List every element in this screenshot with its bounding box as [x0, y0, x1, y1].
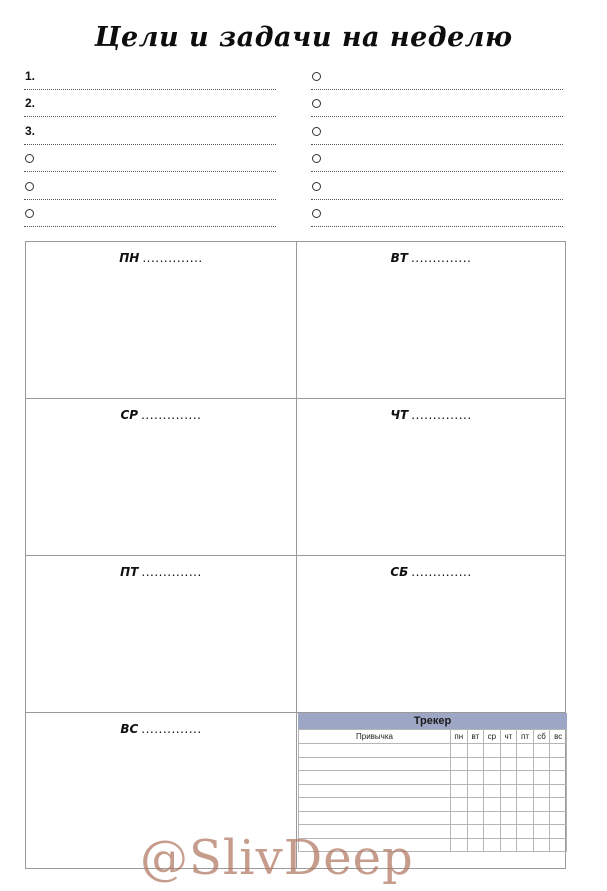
- tracker-day-header: сб: [533, 730, 550, 744]
- check-cell[interactable]: [500, 838, 517, 852]
- bullet-circle-icon: [312, 209, 321, 218]
- check-cell[interactable]: [467, 757, 484, 771]
- table-row: [299, 757, 567, 771]
- day-name: ПН: [119, 251, 140, 265]
- day-name: ПТ: [120, 565, 139, 579]
- check-cell[interactable]: [550, 757, 567, 771]
- check-cell[interactable]: [484, 771, 501, 785]
- habit-cell[interactable]: [299, 784, 451, 798]
- date-placeholder: ..............: [141, 722, 202, 736]
- check-cell[interactable]: [484, 811, 501, 825]
- tracker-day-header: пн: [451, 730, 468, 744]
- habit-cell[interactable]: [299, 798, 451, 812]
- tracker-day-header: ср: [484, 730, 501, 744]
- goal-line[interactable]: [24, 90, 276, 118]
- day-cell-saturday[interactable]: [297, 556, 565, 713]
- check-cell[interactable]: [500, 825, 517, 839]
- habit-cell[interactable]: [299, 744, 451, 758]
- bullet-circle-icon: [25, 154, 34, 163]
- check-cell[interactable]: [550, 784, 567, 798]
- table-row: [299, 744, 567, 758]
- bullet-circle-icon: [312, 72, 321, 81]
- day-cell-wednesday[interactable]: [26, 399, 297, 556]
- table-row: [299, 771, 567, 785]
- date-placeholder: ..............: [141, 565, 202, 579]
- check-cell[interactable]: [484, 838, 501, 852]
- goals-list-right: [311, 62, 563, 227]
- check-cell[interactable]: [451, 838, 468, 852]
- check-cell[interactable]: [467, 825, 484, 839]
- goal-line[interactable]: [311, 145, 563, 173]
- bullet-circle-icon: [25, 209, 34, 218]
- tracker-day-header: чт: [500, 730, 517, 744]
- check-cell[interactable]: [451, 825, 468, 839]
- day-heading: [297, 408, 565, 422]
- check-cell[interactable]: [533, 798, 550, 812]
- check-cell[interactable]: [500, 798, 517, 812]
- check-cell[interactable]: [467, 838, 484, 852]
- habit-cell[interactable]: [299, 811, 451, 825]
- check-cell[interactable]: [467, 784, 484, 798]
- bullet-circle-icon: [312, 99, 321, 108]
- tracker-day-header: пт: [517, 730, 534, 744]
- goal-number: 2.: [25, 96, 36, 110]
- goal-number: 3.: [25, 123, 36, 138]
- day-name: СБ: [390, 565, 409, 579]
- goal-line[interactable]: [311, 200, 563, 228]
- check-cell[interactable]: [484, 798, 501, 812]
- goal-line[interactable]: [311, 62, 563, 90]
- check-cell[interactable]: [533, 825, 550, 839]
- habit-cell[interactable]: [299, 757, 451, 771]
- check-cell[interactable]: [484, 825, 501, 839]
- check-cell[interactable]: [533, 838, 550, 852]
- day-name: ВС: [120, 722, 139, 736]
- check-cell[interactable]: [500, 757, 517, 771]
- bullet-circle-icon: [312, 182, 321, 191]
- day-heading: [26, 565, 296, 579]
- check-cell[interactable]: [533, 784, 550, 798]
- date-placeholder: ..............: [410, 251, 472, 265]
- check-cell[interactable]: [451, 784, 468, 798]
- check-cell[interactable]: [451, 771, 468, 785]
- day-heading: [26, 251, 296, 265]
- day-heading: [26, 722, 296, 736]
- check-cell[interactable]: [533, 757, 550, 771]
- table-row: [299, 784, 567, 798]
- check-cell[interactable]: [550, 744, 567, 758]
- goal-line[interactable]: [311, 172, 563, 200]
- check-cell[interactable]: [533, 771, 550, 785]
- check-cell[interactable]: [517, 811, 534, 825]
- tracker-header-row: [299, 730, 567, 744]
- check-cell[interactable]: [467, 744, 484, 758]
- habit-cell[interactable]: [299, 771, 451, 785]
- bullet-circle-icon: [312, 154, 321, 163]
- goal-line[interactable]: [24, 172, 276, 200]
- goals-list-left: [24, 62, 276, 227]
- tracker-day-header: вс: [550, 730, 567, 744]
- check-cell[interactable]: [500, 771, 517, 785]
- check-cell[interactable]: [517, 798, 534, 812]
- check-cell[interactable]: [533, 811, 550, 825]
- day-heading: [297, 251, 565, 265]
- tracker-title: Трекер: [298, 713, 567, 729]
- day-name: ЧТ: [390, 408, 409, 422]
- check-cell[interactable]: [467, 798, 484, 812]
- check-cell[interactable]: [517, 771, 534, 785]
- date-placeholder: ..............: [142, 251, 203, 265]
- check-cell[interactable]: [550, 771, 567, 785]
- check-cell[interactable]: [451, 757, 468, 771]
- day-cell-thursday[interactable]: [297, 399, 565, 556]
- goal-line[interactable]: [24, 117, 276, 145]
- check-cell[interactable]: [550, 811, 567, 825]
- table-row: [299, 798, 567, 812]
- date-placeholder: ..............: [411, 408, 472, 422]
- date-placeholder: ..............: [141, 408, 202, 422]
- check-cell[interactable]: [500, 744, 517, 758]
- day-name: СР: [120, 408, 139, 422]
- check-cell[interactable]: [517, 838, 534, 852]
- check-cell[interactable]: [517, 757, 534, 771]
- bullet-circle-icon: [312, 127, 321, 136]
- day-heading: [26, 408, 296, 422]
- check-cell[interactable]: [533, 744, 550, 758]
- goal-line[interactable]: [24, 62, 276, 90]
- goal-line[interactable]: [311, 117, 563, 145]
- goal-line[interactable]: [311, 90, 563, 118]
- tracker-day-header: вт: [467, 730, 484, 744]
- goal-line[interactable]: [24, 145, 276, 173]
- check-cell[interactable]: [550, 798, 567, 812]
- table-row: [299, 811, 567, 825]
- day-cell-tuesday[interactable]: [297, 242, 565, 399]
- day-cell-friday[interactable]: [26, 556, 297, 713]
- check-cell[interactable]: [517, 744, 534, 758]
- check-cell[interactable]: [484, 744, 501, 758]
- date-placeholder: ..............: [411, 565, 472, 579]
- check-cell[interactable]: [451, 744, 468, 758]
- goal-line[interactable]: [24, 200, 276, 228]
- check-cell[interactable]: [451, 811, 468, 825]
- check-cell[interactable]: [484, 757, 501, 771]
- page-title: Цели и задачи на неделю: [94, 22, 513, 53]
- goal-number: 1.: [25, 68, 36, 83]
- check-cell[interactable]: [550, 838, 567, 852]
- check-cell[interactable]: [517, 825, 534, 839]
- check-cell[interactable]: [550, 825, 567, 839]
- bullet-circle-icon: [25, 182, 34, 191]
- habit-column-header: Привычка: [299, 730, 451, 744]
- watermark: @SlivDeep: [140, 830, 414, 886]
- day-cell-monday[interactable]: [26, 242, 297, 399]
- day-name: ВТ: [390, 251, 408, 265]
- day-heading: [297, 565, 565, 579]
- check-cell[interactable]: [467, 771, 484, 785]
- check-cell[interactable]: [500, 784, 517, 798]
- check-cell[interactable]: [451, 798, 468, 812]
- check-cell[interactable]: [500, 811, 517, 825]
- check-cell[interactable]: [484, 784, 501, 798]
- check-cell[interactable]: [467, 811, 484, 825]
- check-cell[interactable]: [517, 784, 534, 798]
